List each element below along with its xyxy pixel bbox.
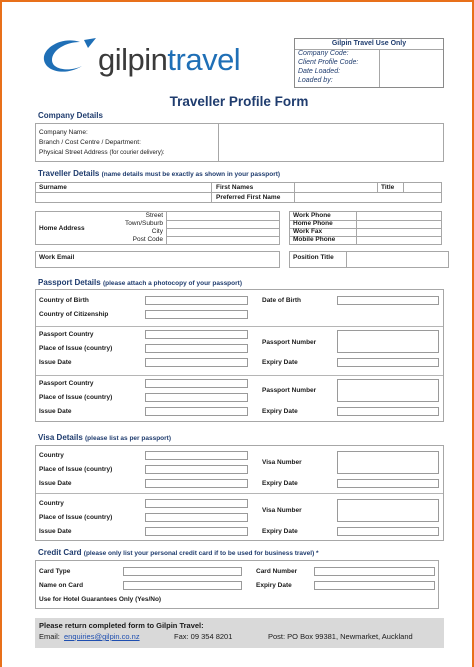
visa-expiry-date-label-2: Expiry Date bbox=[262, 528, 298, 535]
credit-card-heading: Credit Card (please only list your personal credit card if to be used for business travel) * bbox=[38, 548, 319, 557]
traveller-details-note: (name details must be exactly as shown in your passport) bbox=[101, 171, 281, 178]
work-fax-label: Work Fax bbox=[293, 228, 323, 235]
work-phone-label: Work Phone bbox=[293, 212, 331, 219]
title-label: Title bbox=[381, 184, 395, 191]
place-of-issue-field-2[interactable] bbox=[145, 393, 248, 402]
name-on-card-label: Name on Card bbox=[39, 582, 84, 589]
office-use-box bbox=[294, 38, 444, 88]
passport-box bbox=[35, 289, 444, 422]
gilpin-travel-logo bbox=[40, 38, 260, 82]
logo-word-travel: travel bbox=[167, 42, 241, 77]
credit-card-note: (please only list your personal credit card if to be used for business travel) * bbox=[83, 550, 319, 557]
country-of-birth-label: Country of Birth bbox=[39, 297, 89, 304]
expiry-date-field-1[interactable] bbox=[337, 358, 439, 367]
return-instruction: Please return completed form to Gilpin Travel: bbox=[39, 621, 204, 630]
date-of-birth-label: Date of Birth bbox=[262, 297, 301, 304]
card-number-field[interactable] bbox=[314, 567, 435, 576]
place-of-issue-field-1[interactable] bbox=[145, 344, 248, 353]
passport-country-label-1: Passport Country bbox=[39, 331, 94, 338]
preferred-name-field[interactable] bbox=[295, 193, 441, 202]
street-field[interactable] bbox=[167, 212, 279, 220]
first-names-field[interactable] bbox=[295, 183, 376, 192]
city-field[interactable] bbox=[167, 229, 279, 236]
visa-number-label-1: Visa Number bbox=[262, 459, 302, 466]
place-of-issue-label-2: Place of Issue (country) bbox=[39, 394, 113, 401]
visa-issue-date-label-1: Issue Date bbox=[39, 480, 72, 487]
surname-label: Surname bbox=[39, 184, 67, 191]
loaded-by-label: Loaded by: bbox=[298, 77, 333, 84]
work-fax-field[interactable] bbox=[357, 229, 441, 236]
card-type-label: Card Type bbox=[39, 568, 71, 575]
client-profile-code-label: Client Profile Code: bbox=[298, 59, 359, 66]
town-field[interactable] bbox=[167, 221, 279, 228]
visa-number-label-2: Visa Number bbox=[262, 507, 302, 514]
visa-issue-date-field-2[interactable] bbox=[145, 527, 248, 536]
company-code-label: Company Code: bbox=[298, 50, 349, 57]
expiry-date-label-1: Expiry Date bbox=[262, 359, 298, 366]
expiry-date-label-2: Expiry Date bbox=[262, 408, 298, 415]
country-of-citizenship-field[interactable] bbox=[145, 310, 248, 319]
mobile-phone-field[interactable] bbox=[357, 237, 441, 244]
visa-place-of-issue-label-2: Place of Issue (country) bbox=[39, 514, 113, 521]
post-text: Post: PO Box 99381, Newmarket, Auckland bbox=[268, 632, 413, 641]
passport-details-heading: Passport Details (please attach a photocopy of your passport) bbox=[38, 278, 242, 287]
work-phone-field[interactable] bbox=[357, 212, 441, 220]
position-title-label: Position Title bbox=[293, 254, 334, 261]
city-label: City bbox=[151, 228, 163, 235]
issue-date-label-2: Issue Date bbox=[39, 408, 72, 415]
card-number-label: Card Number bbox=[256, 568, 298, 575]
company-details-field[interactable] bbox=[220, 124, 443, 161]
company-details-heading: Company Details bbox=[38, 111, 103, 120]
visa-place-of-issue-field-2[interactable] bbox=[145, 513, 248, 522]
home-phone-label: Home Phone bbox=[293, 220, 333, 227]
visa-expiry-date-label-1: Expiry Date bbox=[262, 480, 298, 487]
visa-number-field-1[interactable] bbox=[337, 451, 439, 474]
issue-date-field-2[interactable] bbox=[145, 407, 248, 416]
traveller-details-heading: Traveller Details (name details must be exactly as shown in your passport) bbox=[38, 169, 281, 178]
email-link[interactable]: enquiries@gilpin.co.nz bbox=[64, 632, 140, 641]
address-label: Physical Street Address (for courier delivery): bbox=[39, 149, 165, 156]
visa-place-of-issue-field-1[interactable] bbox=[145, 465, 248, 474]
preferred-name-label: Preferred First Name bbox=[216, 194, 281, 201]
company-details-box bbox=[35, 123, 444, 162]
passport-number-field-1[interactable] bbox=[337, 330, 439, 353]
visa-number-field-2[interactable] bbox=[337, 499, 439, 522]
first-names-label: First Names bbox=[216, 184, 254, 191]
visa-country-field-2[interactable] bbox=[145, 499, 248, 508]
title-field[interactable] bbox=[404, 183, 441, 192]
street-label: Street bbox=[145, 212, 163, 219]
work-email-grid bbox=[35, 251, 280, 268]
country-of-citizenship-label: Country of Citizenship bbox=[39, 311, 109, 318]
card-expiry-date-field[interactable] bbox=[314, 581, 435, 590]
passport-number-label-2: Passport Number bbox=[262, 387, 317, 394]
email-label: Email: bbox=[39, 632, 60, 641]
home-address-grid bbox=[35, 211, 280, 245]
home-address-label: Home Address bbox=[39, 225, 85, 232]
mobile-phone-label: Mobile Phone bbox=[293, 236, 336, 243]
date-of-birth-field[interactable] bbox=[337, 296, 439, 305]
issue-date-field-1[interactable] bbox=[145, 358, 248, 367]
work-email-label: Work Email bbox=[39, 254, 75, 261]
visa-details-heading: Visa Details (please list as per passport) bbox=[38, 433, 171, 442]
date-loaded-label: Date Loaded: bbox=[298, 68, 341, 75]
visa-expiry-date-field-1[interactable] bbox=[337, 479, 439, 488]
issue-date-label-1: Issue Date bbox=[39, 359, 72, 366]
expiry-date-field-2[interactable] bbox=[337, 407, 439, 416]
phone-grid bbox=[289, 211, 442, 245]
passport-country-field-1[interactable] bbox=[145, 330, 248, 339]
position-title-field[interactable] bbox=[347, 252, 448, 267]
passport-details-note: (please attach a photocopy of your passport) bbox=[102, 280, 242, 287]
card-type-field[interactable] bbox=[123, 567, 242, 576]
passport-country-label-2: Passport Country bbox=[39, 380, 94, 387]
form-title: Traveller Profile Form bbox=[169, 94, 309, 109]
passport-country-field-2[interactable] bbox=[145, 379, 248, 388]
name-on-card-field[interactable] bbox=[123, 581, 242, 590]
visa-expiry-date-field-2[interactable] bbox=[337, 527, 439, 536]
return-info-box bbox=[35, 618, 444, 648]
branch-label: Branch / Cost Centre / Department: bbox=[39, 139, 141, 146]
visa-country-label-1: Country bbox=[39, 452, 64, 459]
visa-country-field-1[interactable] bbox=[145, 451, 248, 460]
visa-place-of-issue-label-1: Place of Issue (country) bbox=[39, 466, 113, 473]
position-title-grid bbox=[289, 251, 449, 268]
post-code-field[interactable] bbox=[167, 237, 279, 244]
email-line bbox=[39, 632, 140, 641]
passport-number-label-1: Passport Number bbox=[262, 339, 317, 346]
visa-issue-date-field-1[interactable] bbox=[145, 479, 248, 488]
work-email-field[interactable] bbox=[36, 252, 279, 267]
visa-country-label-2: Country bbox=[39, 500, 64, 507]
town-label: Town/Suburb bbox=[125, 220, 163, 227]
visa-details-note: (please list as per passport) bbox=[85, 435, 171, 442]
fax-text: Fax: 09 354 8201 bbox=[174, 632, 233, 641]
post-code-label: Post Code bbox=[132, 236, 163, 243]
surname-field[interactable] bbox=[96, 183, 210, 192]
name-grid bbox=[35, 182, 442, 203]
office-use-title: Gilpin Travel Use Only bbox=[331, 40, 407, 47]
card-expiry-date-label: Expiry Date bbox=[256, 582, 292, 589]
company-name-label: Company Name: bbox=[39, 129, 88, 136]
logo-word-gilpin: gilpin bbox=[98, 42, 168, 77]
country-of-birth-field[interactable] bbox=[145, 296, 248, 305]
hotel-guarantee-label: Use for Hotel Guarantees Only (Yes/No) bbox=[39, 596, 162, 603]
passport-number-field-2[interactable] bbox=[337, 379, 439, 402]
address-note: (for courier delivery): bbox=[109, 150, 165, 156]
visa-issue-date-label-2: Issue Date bbox=[39, 528, 72, 535]
home-phone-field[interactable] bbox=[357, 221, 441, 228]
place-of-issue-label-1: Place of Issue (country) bbox=[39, 345, 113, 352]
swoosh-icon bbox=[40, 38, 98, 78]
